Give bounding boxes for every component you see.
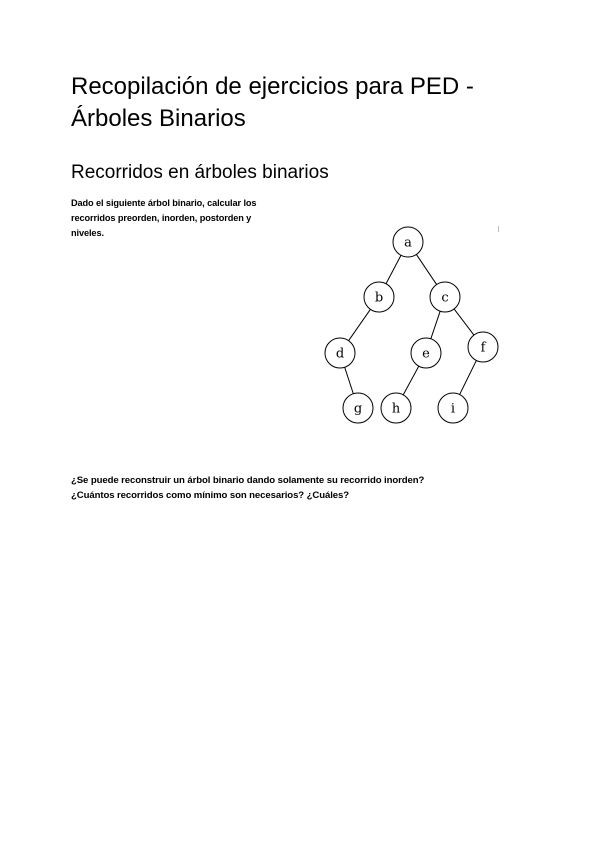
tree-nodes (325, 227, 498, 423)
tree-node-b (364, 282, 394, 312)
section-heading: Recorridos en árboles binarios (71, 162, 329, 183)
document-title-line-2: Árboles Binarios (71, 105, 246, 132)
tree-edge-a-b (386, 255, 401, 283)
tree-node-h (381, 393, 411, 423)
question-statement (71, 473, 551, 503)
tree-node-g (343, 393, 373, 423)
tree-edge-c-e (431, 311, 440, 339)
binary-tree-diagram (300, 210, 520, 440)
exercise-line-2: recorridos preorden, inorden, postorden y (71, 213, 252, 223)
tree-node-a (393, 227, 423, 257)
exercise-statement (71, 196, 321, 241)
tree-node-label: e (422, 346, 430, 362)
question-line-2: ¿Cuántos recorridos como mínimo son necesarios? ¿Cuáles? (71, 490, 350, 501)
document-title-line-1: Recopilación de ejercicios para PED - (71, 73, 474, 100)
tree-node-label: f (480, 340, 486, 356)
document-title (71, 71, 571, 135)
scan-mark (498, 226, 499, 232)
tree-node-label: h (391, 401, 401, 417)
tree-edge-f-i (460, 360, 477, 394)
tree-node-label: b (374, 290, 384, 306)
tree-edge-a-c (416, 254, 436, 284)
exercise-line-1: Dado el siguiente árbol binario, calcular los (71, 198, 257, 208)
tree-node-f (468, 332, 498, 362)
tree-edge-d-g (345, 367, 354, 393)
question-line-1: ¿Se puede reconstruir un árbol binario dando solamente su recorrido inorden? (71, 475, 425, 486)
tree-edge-c-f (454, 309, 474, 335)
tree-node-label: c (441, 290, 449, 306)
tree-node-label: i (450, 401, 456, 417)
tree-node-c (430, 282, 460, 312)
tree-node-d (325, 338, 355, 368)
tree-node-label: a (404, 235, 412, 251)
tree-node-i (438, 393, 468, 423)
tree-edge-e-h (403, 366, 419, 395)
tree-node-label: d (335, 346, 345, 362)
tree-edges (345, 254, 477, 394)
tree-node-label: g (353, 401, 363, 417)
exercise-line-3: niveles. (71, 228, 104, 238)
tree-node-e (411, 338, 441, 368)
tree-edge-b-d (349, 309, 371, 340)
